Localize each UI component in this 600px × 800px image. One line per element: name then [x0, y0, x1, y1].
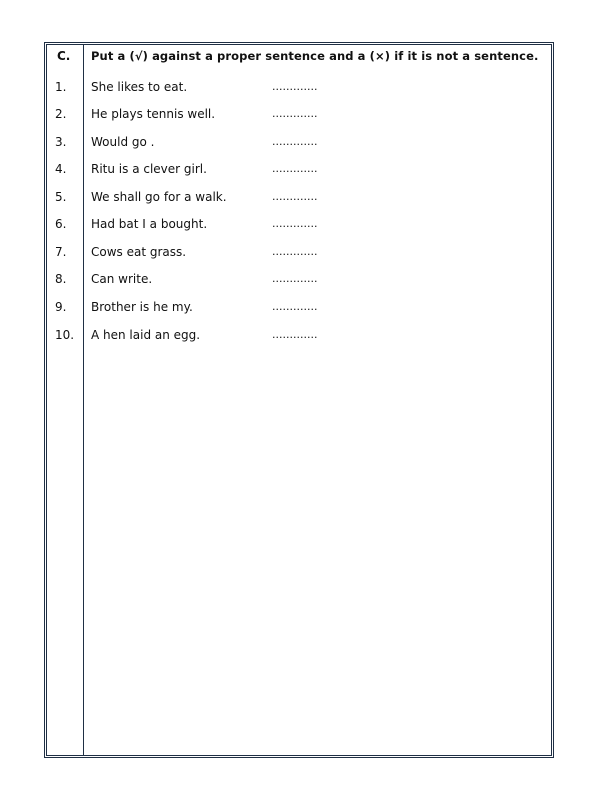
- answer-blank[interactable]: .............: [272, 245, 318, 258]
- item-sentence: Had bat I a bought.: [91, 217, 208, 231]
- item-number: 10.: [55, 328, 75, 342]
- exercise-item: [0, 272, 600, 290]
- item-sentence: She likes to eat.: [91, 80, 188, 94]
- item-sentence: We shall go for a walk.: [91, 190, 227, 204]
- exercise-item: [0, 107, 600, 125]
- item-sentence: Brother is he my.: [91, 300, 193, 314]
- answer-blank[interactable]: .............: [272, 162, 318, 175]
- exercise-item: [0, 135, 600, 153]
- item-sentence: Cows eat grass.: [91, 245, 187, 259]
- answer-blank[interactable]: .............: [272, 328, 318, 341]
- exercise-item: [0, 245, 600, 263]
- answer-blank[interactable]: .............: [272, 80, 318, 93]
- item-number: 9.: [55, 300, 67, 314]
- item-number: 2.: [55, 107, 67, 121]
- item-number: 1.: [55, 80, 67, 94]
- item-number: 7.: [55, 245, 67, 259]
- item-number: 5.: [55, 190, 67, 204]
- section-instruction: Put a (√) against a proper sentence and a (×) if it is not a sentence.: [91, 49, 539, 63]
- exercise-item: [0, 328, 600, 346]
- section-label: C.: [57, 49, 71, 63]
- exercise-item: [0, 217, 600, 235]
- item-number: 6.: [55, 217, 67, 231]
- item-number: 3.: [55, 135, 67, 149]
- item-sentence: A hen laid an egg.: [91, 328, 201, 342]
- answer-blank[interactable]: .............: [272, 217, 318, 230]
- exercise-item: [0, 162, 600, 180]
- answer-blank[interactable]: .............: [272, 107, 318, 120]
- item-sentence: Can write.: [91, 272, 153, 286]
- item-sentence: Ritu is a clever girl.: [91, 162, 207, 176]
- item-number: 8.: [55, 272, 67, 286]
- item-number: 4.: [55, 162, 67, 176]
- exercise-item: [0, 300, 600, 318]
- answer-blank[interactable]: .............: [272, 135, 318, 148]
- answer-blank[interactable]: .............: [272, 272, 318, 285]
- item-sentence: Would go .: [91, 135, 155, 149]
- answer-blank[interactable]: .............: [272, 190, 318, 203]
- exercise-item: [0, 190, 600, 208]
- item-sentence: He plays tennis well.: [91, 107, 216, 121]
- exercise-item: [0, 80, 600, 98]
- answer-blank[interactable]: .............: [272, 300, 318, 313]
